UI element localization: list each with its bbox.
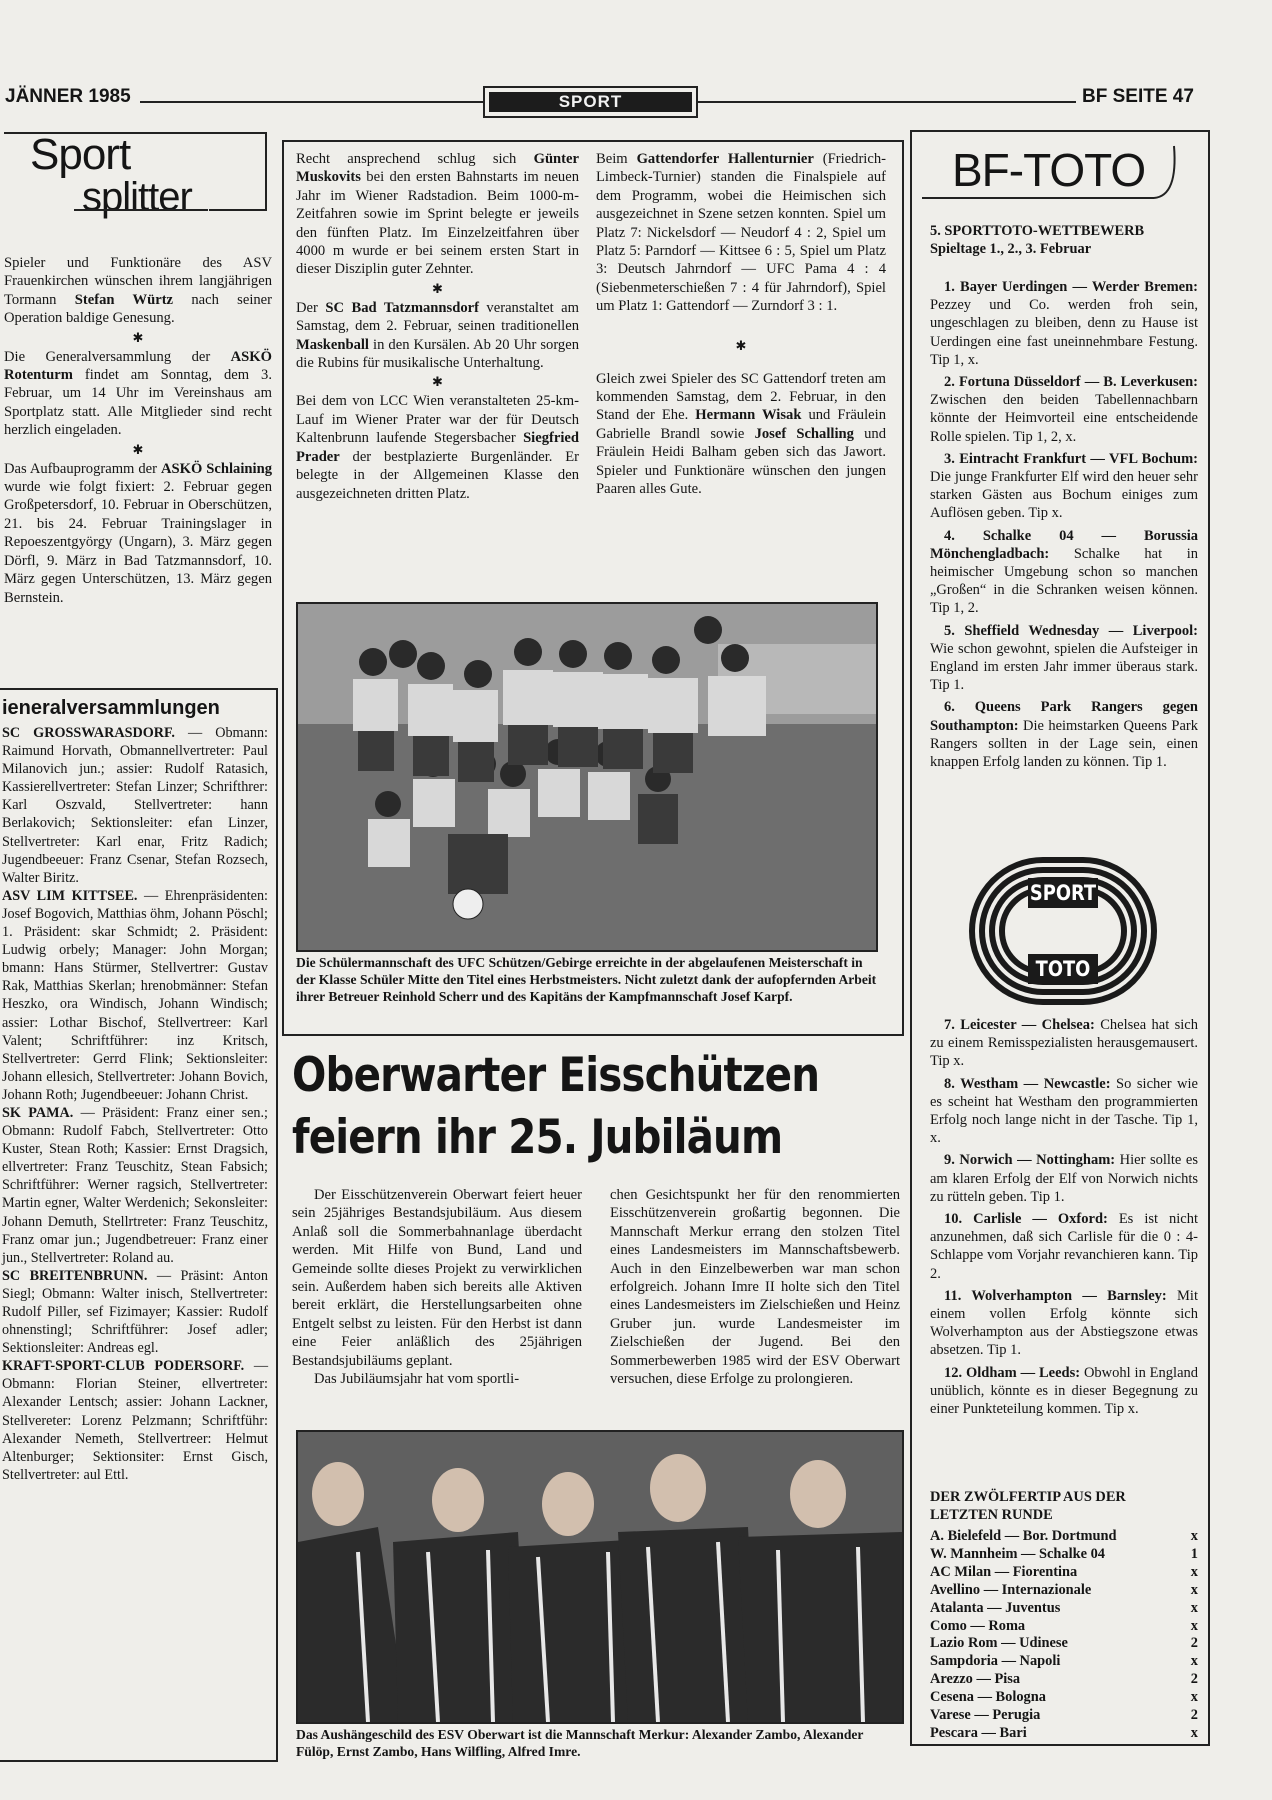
section-tag [483, 86, 698, 118]
toto-game: 2. Fortuna Düsseldorf — B. Leverkusen: Zwischen den beiden Tabellennachbarn könnte der Heimvorteil eine entscheidende Rolle spielen. Tip 1, 2, x. [930, 374, 1198, 445]
tip-value: x [1190, 1617, 1198, 1634]
tip-row [930, 1564, 1198, 1582]
tip-match: Cesena — Bologna [930, 1689, 1046, 1706]
splitter-para-3: Das Aufbauprogramm der ASKÖ Schlaining wurde wie folgt fixiert: 2. Februar gegen Großpetersdorf, 10. Februar in Oberschützen, 21. bis 24. Februar Trainingslager in Repoeszentgyörgy (Ungarn), 3. März gegen Dörfl, 9. März in Bad Tatzmannsdorf, 10. März gegen Unterschützen, 13. März gegen Bernstein. [4, 460, 272, 606]
bold-text: 7. Leicester — Chelsea: [944, 1017, 1095, 1033]
toto-game: 6. Queens Park Rangers gegen Southampton: Die heimstarken Queens Park Rangers sollten in der Lage sein, einen knappen Erfolg landen zu können. Tip 1. [930, 699, 1198, 771]
mid-para-1: Recht ansprechend schlug sich Günter Muskovits bei den ersten Bahnstarts im neuen Jahr im Wiener Radstadion. Beim 1000-m-Zeitfahren sowie im Sprint belegte er jeweils den fünften Platz. Im Einzelzeitfahren über 4000 m wurde er bei seinem ersten Start in dieser Disziplin guter Zehnter. [296, 151, 579, 278]
tip-match: Avellino — Internazionale [930, 1581, 1092, 1598]
bold-text: Günter Muskovits [296, 151, 579, 186]
tip-match: Varese — Perugia [930, 1707, 1041, 1724]
tip-value: 2 [1190, 1707, 1198, 1724]
toto-title-frame [916, 140, 1186, 208]
bold-text: 12. Oldham — Leeds: [944, 1364, 1081, 1381]
generalversammlungen-box [0, 688, 278, 1762]
tip-row [930, 1725, 1198, 1743]
toto-game: 4. Schalke 04 — Borussia Mönchengladbach: Schalke hat in heimischer Umgebung schon so manchen „Großen“ in die Schranken weisen können. Tip 1, 2. [930, 527, 1198, 617]
tip-row [930, 1707, 1198, 1725]
tip-value: x [1190, 1581, 1198, 1598]
separator-star: ✱ [432, 374, 443, 390]
toto-subtitle-1: 5. SPORTTOTO-WETTBEWERB [930, 223, 1145, 239]
tip-match: A. Bielefeld — Bor. Dortmund [930, 1528, 1117, 1544]
youth-team-photo [296, 602, 878, 952]
bold-text: Maskenball [296, 336, 369, 353]
article-col-2 [610, 1186, 900, 1388]
tip-match: W. Mannheim — Schalke 04 [930, 1545, 1105, 1562]
tip-value: x [1190, 1689, 1198, 1706]
bold-text: Siegfried Prader [296, 430, 579, 465]
toto-games-2 [930, 1016, 1198, 1422]
toto-game: 1. Bayer Uerdingen — Werder Bremen: Pezzey und Co. werden froh sein, ungeschlagen zu bleiben, denn zu Hause ist Uerdingen eine fast uneinnehmbare Festung. Tip 1, x. [930, 279, 1198, 368]
tip-row [930, 1618, 1198, 1636]
headline-line-2: feiern ihr 25. Jubiläum [292, 1110, 783, 1165]
bold-text: SC GROSSWARASDORF. [2, 725, 175, 741]
bold-text: 1. Bayer Uerdingen — Werder Bremen: [944, 279, 1198, 295]
bold-text: 2. Fortuna Düsseldorf — B. Leverkusen: [944, 374, 1198, 391]
title-line1: Sport [30, 130, 131, 179]
page-number: BF SEITE 47 [1082, 86, 1194, 107]
tip-value: 1 [1190, 1545, 1198, 1562]
bold-text: 8. Westham — Newcastle: [944, 1075, 1111, 1092]
bold-text: Stefan Würtz [74, 291, 174, 308]
sportsplitter-text [4, 254, 272, 607]
toto-title: BF-TOTO [952, 144, 1146, 196]
article-para-1: Der Eisschützenverein Oberwart feiert heuer sein 25jähriges Bestandsjubiläum. Aus diesem Anlaß soll die Sommerbahnanlage überdacht werden. Mit Hilfe von Bund, Land und Gemeinde sollte dieses Projekt zu verwirklichen sein. Außerdem haben sich bereits alle Aktiven bereit erklärt, die Herstellungsarbeiten ohne Entgelt selbst zu leisten. Für den Herbst ist dann eine Feier anläßlich des 25jährigen Bestandsjubiläums geplant. [292, 1187, 582, 1369]
tip-row [930, 1600, 1198, 1618]
mid-para-4: Beim Gattendorfer Hallenturnier (Friedrich-Limbeck-Turnier) standen die Finalspiele auf dem Programm, wobei die Heimischen sich ausgezeichnet in Szene setzen konnten. Spiel um Platz 7: Nickelsdorf — Neudorf 4 : 2, Spiel um Platz 5: Parndorf — Kittsee 6 : 5, Spiel um Platz 3: Deutsch Jahrndorf — UFC Pama 4 : 4 (Siebenmeterschießen 7 : 4 für Jahrndorf), Spiel um Platz 1: Gattendorf — Zurndorf 3 : 1. [596, 151, 886, 315]
gv-entry: KRAFT-SPORT-CLUB PODERSORF. — Obmann: Florian Steiner, ellvertreter: Alexander Lentsch; assier: Johann Lackner, Stellvereter: Lorenz Pelzmann; Schriftführ: Alexander Nemeth, Stellvertreer: Helmut Altenburger; Sektionsiter: Ernst Gisch, Stellvertreter: aul Ettl. [2, 1358, 268, 1483]
toto-game: 10. Carlisle — Oxford: Es ist nicht anzunehmen, daß sich Carlisle für die 0 : 4-Schlappe vom Vorjahr revanchieren kann. Tip 2. [930, 1211, 1198, 1282]
tip-match: Sampdoria — Napoli [930, 1653, 1061, 1670]
gv-entry: SK PAMA. — Präsident: Franz einer sen.; Obmann: Rudolf Fabch, Stellvertreter: Otto Kuster, Stean Roth; Kassier: Ernst Dragsich, ellvertreter: Franz Teuschitz, Stean Fabsich; Schriftführer: Werner ragsich, Stellvertreter: Martin egner, Walter Werdenich; Sekonsleiter: Johann Demuth, Stellrtreter: Franz Teuschitz, Franz omar jun.; Jugendbetreuer: Franz einer jun., Stellvertreter: Roland au. [2, 1104, 268, 1266]
toto-game: 9. Norwich — Nottingham: Hier sollte es am klaren Erfolg der Elf von Norwich nichts zu rütteln geben. Tip 1. [930, 1152, 1198, 1205]
article-para-2: Das Jubiläumsjahr hat vom sportli- [314, 1371, 520, 1388]
toto-subtitle-2: Spieltage 1., 2., 3. Februar [930, 241, 1092, 257]
toto-game: 11. Wolverhampton — Barnsley: Mit einem vollen Erfolg könnte sich Wolverhampton aus der Abstiegszone etwas absetzen. Tip 1. [930, 1287, 1198, 1359]
bold-text: 3. Eintracht Frankfurt — VFL Bochum: [944, 450, 1198, 467]
separator-star: ✱ [432, 280, 443, 296]
tip-row [930, 1528, 1198, 1546]
bold-text: Josef Schalling [754, 425, 854, 442]
mid-para-2: Der SC Bad Tatzmannsdorf veranstaltet am Samstag, dem 2. Februar, seinen traditionellen Maskenball in den Kursälen. Ab 20 Uhr sorgen die Rubins für musikalische Unterhaltung. [296, 299, 579, 372]
title-line2: splitter [82, 175, 192, 219]
tip-row [930, 1546, 1198, 1564]
sport-toto-logo [968, 856, 1158, 1006]
headline-line-1: Oberwarter Eisschützen [292, 1048, 820, 1103]
tip-match: Atalanta — Juventus [930, 1599, 1061, 1616]
gv-title: ieneralversammlungen [2, 697, 220, 719]
tip-row [930, 1671, 1198, 1689]
section-label: SPORT [489, 92, 692, 112]
merkur-team-caption: Das Aushängeschild des ESV Oberwart ist die Mannschaft Merkur: Alexander Zambo, Alexander Fülöp, Ernst Zambo, Hans Wilfling, Alfred Imre. [296, 1727, 864, 1760]
tip-row [930, 1635, 1198, 1653]
bold-text: ASV LIM KITTSEE. [2, 887, 138, 904]
middle-news-box [282, 140, 904, 1036]
article-para-3: chen Gesichtspunkt her für den renommierten Eisschützenverein großartig begonnen. Die Mannschaft Merkur errang den stolzen Titel eines Landesmeisters im Mannschaftsbewerb. Auch in den Einzelbewerben war man schon erfolgreich. Johann Imre II holte sich den Titel eines Landesmeisters im Zielschießen und Heinz Gruber jun. wurde Landesmeister im Zielschießen der Jugend. Bei den Sommerbewerben 1985 wird der ESV Oberwart versuchen, diese Erfolge zu prolongieren. [610, 1187, 900, 1388]
toto-games-1 [930, 278, 1198, 775]
gv-entry: SC GROSSWARASDORF. — Obmann: Raimund Horvath, Obmannellvertreter: Paul Milanovich jun.; assier: Rudolf Ratasich, Kassierellvertreter: Stefan Linzer; Schrifthrer: Karl Oszvald, Stellvertreter: hann Berlakovich; Sektionsleiter: efan Linzer, Stellvertreter: Karl enar, Fritz Radich; Jugendbeeuer: Franz Csenar, Stefan Rozsech, Walter Biritz. [2, 725, 268, 886]
gv-entry: ASV LIM KITTSEE. — Ehrenpräsidenten: Josef Bogovich, Matthias öhm, Johann Pöschl; 1. Präsident: skar Schmidt; 2. Präsident: Ludwig orbely; Manager: John Morgan; bmann: Hans Stürmer, Stellvertrer: Gustav Rak, Matthias Skerlan; hrenobmänner: Stefan Heszko, ora Windisch, Johann Windisch; assier: Lothar Bischof, Stellvertreer: Karl Valent; Schriftführer: inz Kritsch, Stellvertreter: Gerrd Flink; Sektionsleiter: Johann ellesich, Stellvertreter: Johann Bovich, Johann Roth; Jugendbeeuer: Johann Christ. [2, 887, 269, 1103]
bold-text: 6. Queens Park Rangers gegen Southampton: [930, 699, 1198, 734]
youth-team-caption: Die Schülermannschaft des UFC Schützen/Gebirge erreichte in der abgelaufenen Meisterschaft in der Klasse Schüler Mitte den Titel eines Herbstmeisters. Nicht zuletzt dank der aufopfernden Arbeit ihrer Betreuer Reinhold Scherr und des Kapitäns der Kampfmannschaft Josef Karpf. [296, 955, 877, 1005]
tip-value: x [1190, 1653, 1198, 1670]
tip-table [930, 1528, 1198, 1743]
tip-row [930, 1689, 1198, 1707]
tip-row [930, 1653, 1198, 1671]
toto-game: 8. Westham — Newcastle: So sicher wie es scheint hat Westham den programmierten Erfolg noch lange nicht in der Tasche. Tip 1, x. [930, 1075, 1198, 1147]
logo-sport: SPORT [1029, 881, 1097, 905]
bold-text: SK PAMA. [2, 1104, 74, 1121]
sportsplitter-title [4, 130, 270, 219]
bold-text: ASKÖ Rotenturm [4, 348, 272, 384]
youth-team-photo-art [298, 604, 876, 950]
header-rule-right [696, 101, 1076, 103]
tip-value: x [1190, 1563, 1198, 1580]
merkur-team-photo-art [298, 1432, 902, 1722]
bold-text: Hermann Wisak [695, 407, 802, 424]
splitter-para-2: Die Generalversammlung der ASKÖ Rotenturm findet am Sonntag, dem 3. Februar, um 14 Uhr im Vereinshaus am Sportplatz statt. Alle Mitglieder sind recht herzlich eingeladen. [4, 348, 272, 439]
mid-para-3: Bei dem von LCC Wien veranstalteten 25-km-Lauf im Wiener Prater war der für Deutsch Kaltenbrunn laufende Stegersbacher Siegfried Prader der bestplazierte Burgenländer. Er belegte in der Allgemeinen Klasse den ausgezeichneten dritten Platz. [296, 393, 579, 502]
tip-title: DER ZWÖLFERTIP AUS DER LETZTEN RUNDE [930, 1489, 1126, 1523]
mid-col-2 [596, 150, 886, 499]
bold-text: ASKÖ Schlaining [160, 460, 272, 477]
toto-box [910, 130, 1210, 1746]
merkur-team-photo [296, 1430, 904, 1724]
toto-game: 3. Eintracht Frankfurt — VFL Bochum: Die junge Frankfurter Elf wird den heuer sehr starken Gästen aus Bochum einiges zum Auflösen geben. Tip x. [930, 450, 1198, 522]
tip-value: x [1190, 1724, 1198, 1741]
logo-ring [968, 856, 1158, 1006]
bold-text: 9. Norwich — Nottingham: [944, 1152, 1116, 1169]
toto-game: 12. Oldham — Leeds: Obwohl in England unüblich, könnte es in dieser Begegnung zu einer Punkteteilung kommen. Tip x. [930, 1364, 1199, 1418]
bold-text: 10. Carlisle — Oxford: [944, 1211, 1108, 1228]
logo-toto: TOTO [1035, 957, 1091, 981]
splitter-para-1: Spieler und Funktionäre des ASV Frauenkirchen wünschen ihrem langjährigen Tormann Stefan Würtz nach seiner Operation baldige Genesung. [4, 255, 273, 327]
tip-row [930, 1582, 1198, 1600]
separator-star: ✱ [132, 329, 144, 345]
issue-date: JÄNNER 1985 [5, 86, 131, 107]
article-col-1 [292, 1186, 582, 1388]
gv-list [2, 724, 268, 1484]
tip-value: 2 [1190, 1635, 1198, 1652]
tip-value: 2 [1190, 1671, 1198, 1688]
toto-subtitle [930, 222, 1200, 258]
bold-text: KRAFT-SPORT-CLUB PODERSORF. [2, 1358, 245, 1375]
tip-match: Como — Roma [930, 1617, 1026, 1634]
separator-star: ✱ [132, 441, 144, 457]
tip-match: Pescara — Bari [930, 1724, 1027, 1741]
toto-title-wrap [924, 142, 1186, 202]
bold-text: 4. Schalke 04 — Borussia Mönchengladbach: [930, 527, 1198, 562]
mid-para-5: Gleich zwei Spieler des SC Gattendorf treten am kommenden Samstag, dem 2. Februar, in den Stand der Ehe. Hermann Wisak und Fräulein Gabrielle Brandl sowie Josef Schalling und Fräulein Heidi Balham geben sich das Jawort. Spieler und Funktionäre wünschen den jungen Paaren alles Gute. [596, 370, 886, 498]
separator-star: ✱ [735, 337, 747, 353]
tip-match: Lazio Rom — Udinese [930, 1635, 1068, 1652]
tip-value: x [1190, 1599, 1198, 1616]
bold-text: SC BREITENBRUNN. [2, 1267, 148, 1284]
bold-text: Gattendorfer Hallenturnier [636, 151, 814, 167]
bold-text: 11. Wolverhampton — Barnsley: [944, 1287, 1167, 1304]
toto-game: 7. Leicester — Chelsea: Chelsea hat sich zu einem Remisspezialisten herausgemausert. Tip x. [930, 1017, 1198, 1070]
tip-value: x [1190, 1528, 1198, 1544]
title-frame [4, 130, 270, 220]
bold-text: SC Bad Tatzmannsdorf [325, 299, 479, 316]
tip-match: Arezzo — Pisa [930, 1671, 1021, 1688]
header-rule-left [140, 101, 483, 103]
bold-text: 5. Sheffield Wednesday — Liverpool: [944, 622, 1198, 639]
toto-game: 5. Sheffield Wednesday — Liverpool: Wie schon gewohnt, spielen die Aufsteiger in England im ersten Jahr immer überaus stark. Tip 1. [930, 622, 1198, 694]
mid-col-1 [296, 150, 579, 503]
gv-entry: SC BREITENBRUNN. — Präsint: Anton Siegl; Obmann: Walter inisch, Stellvertreter: Rudolf Piller, sef Fizimayer; Kassier: Rudolf ohnenstingl; Schriftführer: Josef adler; Sektionsleiter: Andreas egl. [2, 1267, 268, 1357]
tip-match: AC Milan — Fiorentina [930, 1563, 1078, 1580]
